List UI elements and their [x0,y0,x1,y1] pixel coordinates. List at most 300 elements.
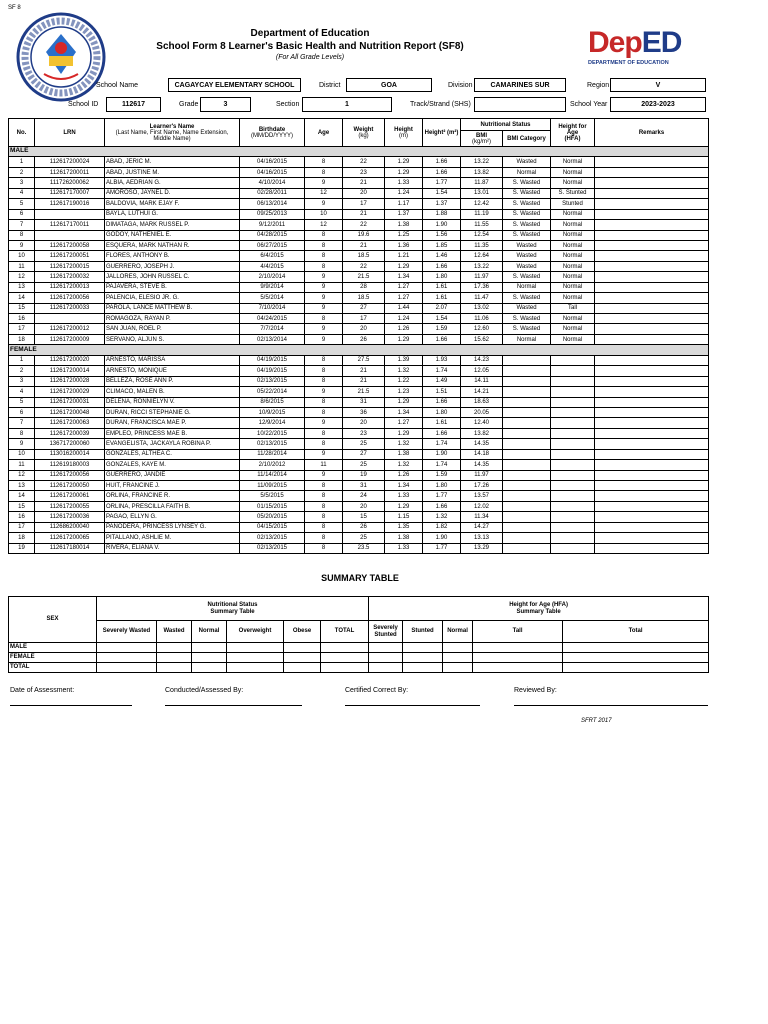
summary-cell[interactable] [227,643,284,653]
cell-h2[interactable]: 1.51 [423,387,461,397]
cell-name[interactable]: ESQUERA, MARK NATHAN R. [105,240,240,250]
school-name-field[interactable]: CAGAYCAY ELEMENTARY SCHOOL [168,78,301,92]
cell-h2[interactable]: 1.93 [423,355,461,365]
cell-no[interactable]: 9 [9,439,35,449]
cell-height[interactable]: 1.36 [385,240,423,250]
cell-name[interactable]: PAJAVERA, STEVE B. [105,282,240,292]
cell-cat[interactable]: S. Wasted [503,272,551,282]
cell-lrn[interactable]: 112617200051 [35,251,105,261]
summary-cell[interactable] [157,653,192,663]
cell-bmi[interactable]: 14.23 [461,355,503,365]
cell-weight[interactable]: 20 [343,324,385,334]
cell-height[interactable]: 1.26 [385,470,423,480]
cell-h2[interactable]: 2.07 [423,303,461,313]
cell-remarks[interactable] [595,439,709,449]
cell-cat[interactable]: S. Wasted [503,314,551,324]
cell-lrn[interactable]: 112617200009 [35,334,105,344]
cell-age[interactable]: 8 [305,397,343,407]
cell-hfa[interactable] [551,522,595,532]
cell-birth[interactable]: 4/4/2015 [240,261,305,271]
cell-cat[interactable] [503,460,551,470]
cell-name[interactable]: DIMATAGA, MARK RUSSEL P. [105,220,240,230]
cell-weight[interactable]: 17 [343,199,385,209]
cell-birth[interactable]: 02/13/2015 [240,533,305,543]
cell-hfa[interactable] [551,439,595,449]
cell-height[interactable]: 1.37 [385,209,423,219]
cell-cat[interactable]: Wasted [503,157,551,167]
cell-age[interactable]: 9 [305,303,343,313]
cell-remarks[interactable] [595,522,709,532]
cell-remarks[interactable] [595,460,709,470]
cell-name[interactable]: RIVERA, ELIANA V. [105,543,240,553]
cell-lrn[interactable]: 112617200024 [35,157,105,167]
cell-hfa[interactable]: Normal [551,157,595,167]
cell-cat[interactable]: S. Wasted [503,178,551,188]
cell-birth[interactable]: 02/13/2014 [240,334,305,344]
cell-remarks[interactable] [595,366,709,376]
cell-hfa[interactable]: Normal [551,282,595,292]
cell-lrn[interactable]: 112617200058 [35,240,105,250]
summary-cell[interactable] [157,643,192,653]
cell-age[interactable]: 9 [305,449,343,459]
cell-name[interactable]: GONZALES, ALTHEA C. [105,449,240,459]
cell-bmi[interactable]: 11.55 [461,220,503,230]
cell-birth[interactable]: 4/10/2014 [240,178,305,188]
cell-hfa[interactable]: Normal [551,261,595,271]
cell-age[interactable]: 9 [305,334,343,344]
cell-name[interactable]: PALENCIA, ELESIO JR. G. [105,293,240,303]
cell-birth[interactable]: 7/7/2014 [240,324,305,334]
cell-height[interactable]: 1.38 [385,220,423,230]
cell-birth[interactable]: 9/9/2014 [240,282,305,292]
cell-birth[interactable]: 5/5/2014 [240,293,305,303]
cell-name[interactable]: BAYLA, LUTHUI G. [105,209,240,219]
cell-cat[interactable] [503,512,551,522]
summary-cell[interactable] [157,663,192,673]
cell-hfa[interactable]: Normal [551,167,595,177]
cell-h2[interactable]: 1.61 [423,293,461,303]
cell-remarks[interactable] [595,418,709,428]
cell-remarks[interactable] [595,376,709,386]
cell-h2[interactable]: 1.90 [423,220,461,230]
cell-h2[interactable]: 1.61 [423,418,461,428]
cell-lrn[interactable]: 112617200055 [35,501,105,511]
cell-name[interactable]: ORLINA, PRESCILLA FAITH B. [105,501,240,511]
cell-height[interactable]: 1.27 [385,293,423,303]
cell-bmi[interactable]: 14.27 [461,522,503,532]
cell-remarks[interactable] [595,199,709,209]
summary-cell[interactable] [227,663,284,673]
cell-age[interactable]: 8 [305,428,343,438]
cell-weight[interactable]: 20 [343,188,385,198]
cell-lrn[interactable]: 112617200013 [35,282,105,292]
cell-hfa[interactable]: Stunted [551,199,595,209]
cell-age[interactable]: 11 [305,460,343,470]
cell-weight[interactable]: 31 [343,481,385,491]
cell-birth[interactable]: 04/28/2015 [240,230,305,240]
cell-cat[interactable] [503,470,551,480]
cell-lrn[interactable]: 112617200056 [35,293,105,303]
cell-age[interactable]: 8 [305,230,343,240]
cell-h2[interactable]: 1.59 [423,470,461,480]
cell-lrn[interactable] [35,230,105,240]
summary-cell[interactable] [321,643,369,653]
cell-birth[interactable]: 2/10/2014 [240,272,305,282]
cell-bmi[interactable]: 11.47 [461,293,503,303]
cell-weight[interactable]: 24 [343,491,385,501]
cell-name[interactable]: DELENA, RONNIELYN V. [105,397,240,407]
cell-lrn[interactable]: 112617200015 [35,261,105,271]
cell-lrn[interactable]: 112617200012 [35,324,105,334]
cell-no[interactable]: 10 [9,251,35,261]
cell-bmi[interactable]: 14.18 [461,449,503,459]
cell-weight[interactable]: 25 [343,460,385,470]
cell-cat[interactable] [503,481,551,491]
cell-lrn[interactable]: 112617170007 [35,188,105,198]
cell-height[interactable]: 1.32 [385,460,423,470]
cell-bmi[interactable]: 13.57 [461,491,503,501]
cell-hfa[interactable] [551,449,595,459]
cell-no[interactable]: 16 [9,512,35,522]
cell-age[interactable]: 8 [305,366,343,376]
cell-remarks[interactable] [595,470,709,480]
cell-remarks[interactable] [595,293,709,303]
cell-age[interactable]: 8 [305,501,343,511]
cell-hfa[interactable]: Normal [551,220,595,230]
cell-height[interactable]: 1.24 [385,314,423,324]
cell-height[interactable]: 1.34 [385,407,423,417]
cell-no[interactable]: 15 [9,303,35,313]
summary-cell[interactable] [403,643,443,653]
cell-name[interactable]: PANODERA, PRINCESS LYNSEY G. [105,522,240,532]
cell-bmi[interactable]: 13.02 [461,303,503,313]
cell-h2[interactable]: 1.37 [423,199,461,209]
summary-cell[interactable] [369,663,403,673]
cell-birth[interactable]: 2/10/2012 [240,460,305,470]
cell-remarks[interactable] [595,387,709,397]
cell-cat[interactable] [503,543,551,553]
cell-weight[interactable]: 17 [343,314,385,324]
cell-lrn[interactable]: 112619180003 [35,460,105,470]
cell-bmi[interactable]: 14.35 [461,460,503,470]
district-field[interactable]: GOA [346,78,432,92]
cell-remarks[interactable] [595,355,709,365]
cell-birth[interactable]: 04/19/2015 [240,355,305,365]
cell-weight[interactable]: 23 [343,428,385,438]
cell-h2[interactable]: 1.74 [423,439,461,449]
cell-age[interactable]: 9 [305,387,343,397]
summary-cell[interactable] [443,643,473,653]
cell-weight[interactable]: 31 [343,397,385,407]
cell-birth[interactable]: 04/19/2015 [240,366,305,376]
cell-h2[interactable]: 1.80 [423,407,461,417]
cell-cat[interactable]: Wasted [503,303,551,313]
cell-remarks[interactable] [595,543,709,553]
cell-remarks[interactable] [595,261,709,271]
cell-bmi[interactable]: 11.06 [461,314,503,324]
cell-remarks[interactable] [595,178,709,188]
cell-bmi[interactable]: 11.87 [461,178,503,188]
cell-lrn[interactable]: 112617200061 [35,491,105,501]
cell-height[interactable]: 1.29 [385,501,423,511]
summary-cell[interactable] [192,653,227,663]
cell-lrn[interactable]: 112617200050 [35,481,105,491]
cell-cat[interactable] [503,428,551,438]
reviewed-by-line[interactable] [514,705,708,706]
conducted-by-line[interactable] [165,705,302,706]
cell-name[interactable]: PITALLANO, ASHLIE M. [105,533,240,543]
cell-weight[interactable]: 27 [343,303,385,313]
cell-lrn[interactable]: 112617190016 [35,199,105,209]
cell-name[interactable]: BALDOVIA, MARK EJAY F. [105,199,240,209]
cell-remarks[interactable] [595,512,709,522]
cell-weight[interactable]: 19.6 [343,230,385,240]
cell-h2[interactable]: 1.54 [423,188,461,198]
cell-h2[interactable]: 1.46 [423,251,461,261]
cell-cat[interactable]: S. Wasted [503,220,551,230]
cell-name[interactable]: ALBIA, AEDRIAN G. [105,178,240,188]
cell-remarks[interactable] [595,449,709,459]
cell-bmi[interactable]: 17.36 [461,282,503,292]
cell-height[interactable]: 1.32 [385,366,423,376]
cell-lrn[interactable]: 112617180014 [35,543,105,553]
cell-hfa[interactable] [551,355,595,365]
cell-age[interactable]: 8 [305,376,343,386]
cell-hfa[interactable] [551,501,595,511]
cell-birth[interactable]: 02/13/2015 [240,376,305,386]
cell-height[interactable]: 1.35 [385,522,423,532]
cell-remarks[interactable] [595,324,709,334]
cell-no[interactable]: 2 [9,366,35,376]
cell-hfa[interactable] [551,397,595,407]
cell-birth[interactable]: 11/14/2014 [240,470,305,480]
cell-name[interactable]: ABAD, JERIC M. [105,157,240,167]
cell-weight[interactable]: 22 [343,261,385,271]
cell-lrn[interactable]: 112617200014 [35,366,105,376]
cell-h2[interactable]: 1.66 [423,334,461,344]
cell-age[interactable]: 8 [305,491,343,501]
cell-weight[interactable]: 15 [343,512,385,522]
cell-birth[interactable]: 10/9/2015 [240,407,305,417]
cell-no[interactable]: 11 [9,460,35,470]
cell-age[interactable]: 8 [305,314,343,324]
summary-cell[interactable] [563,663,709,673]
cell-cat[interactable]: S. Wasted [503,188,551,198]
cell-name[interactable]: ORLINA, FRANCINE R. [105,491,240,501]
cell-hfa[interactable] [551,470,595,480]
track-field[interactable] [474,97,566,112]
summary-cell[interactable] [97,653,157,663]
cell-age[interactable]: 8 [305,533,343,543]
cell-name[interactable]: GODOY, NATHENIEL E. [105,230,240,240]
cell-hfa[interactable]: Normal [551,230,595,240]
cell-h2[interactable]: 1.74 [423,366,461,376]
cell-cat[interactable] [503,397,551,407]
summary-cell[interactable] [284,653,321,663]
cell-bmi[interactable]: 12.02 [461,501,503,511]
cell-remarks[interactable] [595,407,709,417]
cell-name[interactable]: ROMAGOZA, RAYAN P. [105,314,240,324]
cell-remarks[interactable] [595,334,709,344]
cell-hfa[interactable]: Normal [551,293,595,303]
cell-no[interactable]: 5 [9,199,35,209]
cell-remarks[interactable] [595,220,709,230]
cell-name[interactable]: GONZALES, KAYE M. [105,460,240,470]
cell-h2[interactable]: 1.61 [423,282,461,292]
school-year-field[interactable]: 2023-2023 [610,97,706,112]
summary-cell[interactable] [473,663,563,673]
cell-name[interactable]: GUERRERO, JOSEPH J. [105,261,240,271]
cell-h2[interactable]: 1.59 [423,324,461,334]
cell-cat[interactable] [503,387,551,397]
cell-no[interactable]: 10 [9,449,35,459]
cell-hfa[interactable] [551,366,595,376]
cell-weight[interactable]: 26 [343,334,385,344]
summary-cell[interactable] [97,643,157,653]
cell-bmi[interactable]: 13.22 [461,157,503,167]
cell-no[interactable]: 18 [9,533,35,543]
cell-hfa[interactable]: Normal [551,314,595,324]
cell-no[interactable]: 18 [9,334,35,344]
cell-name[interactable]: DURAN, RICCI STEPHANIE G. [105,407,240,417]
cell-hfa[interactable] [551,491,595,501]
cell-cat[interactable]: Normal [503,334,551,344]
date-assessment-line[interactable] [10,705,132,706]
cell-cat[interactable] [503,355,551,365]
cell-height[interactable]: 1.34 [385,481,423,491]
cell-cat[interactable]: Normal [503,167,551,177]
cell-age[interactable]: 8 [305,407,343,417]
cell-birth[interactable]: 02/13/2015 [240,543,305,553]
cell-age[interactable]: 8 [305,481,343,491]
cell-no[interactable]: 19 [9,543,35,553]
cell-remarks[interactable] [595,481,709,491]
cell-h2[interactable]: 1.66 [423,397,461,407]
cell-name[interactable]: ABAD, JUSTINE M. [105,167,240,177]
cell-no[interactable]: 14 [9,491,35,501]
cell-remarks[interactable] [595,397,709,407]
cell-cat[interactable] [503,376,551,386]
summary-cell[interactable] [321,663,369,673]
cell-height[interactable]: 1.17 [385,199,423,209]
cell-bmi[interactable]: 11.19 [461,209,503,219]
cell-weight[interactable]: 21 [343,376,385,386]
cell-age[interactable]: 9 [305,293,343,303]
cell-bmi[interactable]: 11.97 [461,272,503,282]
cell-birth[interactable]: 05/22/2014 [240,387,305,397]
division-field[interactable]: CAMARINES SUR [474,78,566,92]
cell-age[interactable]: 8 [305,355,343,365]
cell-bmi[interactable]: 12.64 [461,251,503,261]
cell-cat[interactable]: S. Wasted [503,324,551,334]
cell-name[interactable]: DURAN, FRANCISCA MAE P. [105,418,240,428]
cell-cat[interactable]: S. Wasted [503,199,551,209]
cell-no[interactable]: 6 [9,407,35,417]
cell-name[interactable]: SAN JUAN, ROEL P. [105,324,240,334]
summary-cell[interactable] [284,643,321,653]
cell-cat[interactable]: Wasted [503,251,551,261]
cell-height[interactable]: 1.29 [385,167,423,177]
cell-h2[interactable]: 1.90 [423,449,461,459]
cell-bmi[interactable]: 11.34 [461,512,503,522]
summary-cell[interactable] [369,643,403,653]
cell-cat[interactable] [503,522,551,532]
cell-h2[interactable]: 1.74 [423,460,461,470]
cell-lrn[interactable]: 112617200039 [35,428,105,438]
cell-bmi[interactable]: 18.63 [461,397,503,407]
cell-height[interactable]: 1.21 [385,251,423,261]
cell-weight[interactable]: 27.5 [343,355,385,365]
cell-hfa[interactable]: Normal [551,240,595,250]
summary-cell[interactable] [321,653,369,663]
cell-birth[interactable]: 05/20/2015 [240,512,305,522]
cell-name[interactable]: ARNESTO, MONIQUE [105,366,240,376]
cell-h2[interactable]: 1.82 [423,522,461,532]
cell-no[interactable]: 3 [9,376,35,386]
summary-cell[interactable] [227,653,284,663]
cell-cat[interactable]: Wasted [503,261,551,271]
cell-remarks[interactable] [595,533,709,543]
summary-cell[interactable] [403,653,443,663]
cell-age[interactable]: 8 [305,439,343,449]
cell-lrn[interactable]: 112617200036 [35,512,105,522]
cell-bmi[interactable]: 11.97 [461,470,503,480]
cell-weight[interactable]: 22 [343,220,385,230]
cell-remarks[interactable] [595,428,709,438]
cell-no[interactable]: 12 [9,272,35,282]
cell-height[interactable]: 1.29 [385,334,423,344]
cell-cat[interactable] [503,407,551,417]
cell-cat[interactable]: Normal [503,282,551,292]
cell-remarks[interactable] [595,491,709,501]
cell-lrn[interactable] [35,209,105,219]
cell-lrn[interactable]: 112617200033 [35,303,105,313]
cell-name[interactable]: CLIMACO, MALEN B. [105,387,240,397]
cell-birth[interactable]: 04/15/2015 [240,522,305,532]
cell-height[interactable]: 1.33 [385,491,423,501]
cell-bmi[interactable]: 12.40 [461,418,503,428]
cell-h2[interactable]: 1.32 [423,512,461,522]
cell-h2[interactable]: 1.66 [423,261,461,271]
summary-cell[interactable] [369,653,403,663]
summary-cell[interactable] [563,653,709,663]
cell-no[interactable]: 2 [9,167,35,177]
cell-birth[interactable]: 04/16/2015 [240,157,305,167]
summary-cell[interactable] [284,663,321,673]
cell-hfa[interactable] [551,512,595,522]
cell-no[interactable]: 11 [9,261,35,271]
cell-lrn[interactable]: 112617200029 [35,387,105,397]
cell-birth[interactable]: 8/6/2015 [240,397,305,407]
cell-lrn[interactable]: 112617170011 [35,220,105,230]
cell-weight[interactable]: 20 [343,418,385,428]
summary-cell[interactable] [97,663,157,673]
cell-hfa[interactable] [551,407,595,417]
cell-age[interactable]: 9 [305,470,343,480]
cell-hfa[interactable]: Normal [551,324,595,334]
cell-weight[interactable]: 25 [343,439,385,449]
cell-height[interactable]: 1.32 [385,439,423,449]
cell-birth[interactable]: 02/28/2011 [240,188,305,198]
cell-hfa[interactable] [551,387,595,397]
cell-birth[interactable]: 11/09/2015 [240,481,305,491]
cell-h2[interactable]: 1.80 [423,272,461,282]
cell-remarks[interactable] [595,157,709,167]
cell-age[interactable]: 12 [305,220,343,230]
summary-cell[interactable] [192,643,227,653]
cell-weight[interactable]: 25 [343,533,385,543]
cell-no[interactable]: 8 [9,428,35,438]
